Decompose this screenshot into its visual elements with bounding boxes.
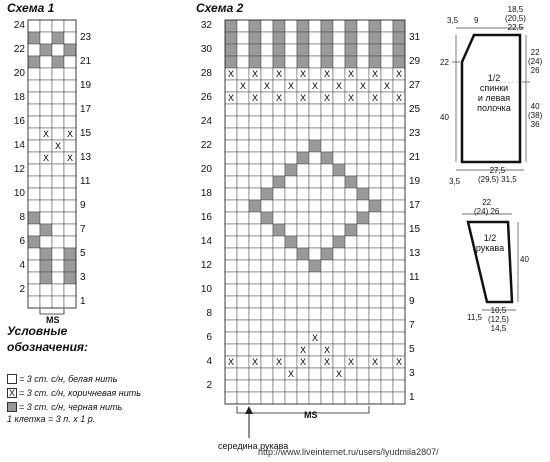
scheme2-right-row-number: 13 <box>409 248 421 259</box>
scheme2-cross-mark: X <box>371 69 379 79</box>
scheme2-left-row-number: 22 <box>200 140 212 151</box>
scheme1-left-row-number: 20 <box>13 68 25 79</box>
scheme2-left-row-number: 14 <box>200 236 212 247</box>
scheme2-cross-mark: X <box>359 81 367 91</box>
scheme2-cross-mark: X <box>395 69 403 79</box>
scheme2-cross-mark: X <box>311 81 319 91</box>
scheme1-right-row-number: 11 <box>80 176 91 187</box>
legend-text-white: = 3 ст. с/н, белая нить <box>19 374 118 384</box>
back-right-lower-dim: 40 (38) 36 <box>528 102 543 129</box>
scheme2-right-row-number: 7 <box>409 320 415 331</box>
scheme2-cross-mark: X <box>311 333 319 343</box>
sleeve-right-dim: 40 <box>520 255 529 264</box>
scheme2-cross-mark: X <box>299 69 307 79</box>
scheme2-cross-mark: X <box>323 345 331 355</box>
scheme2-right-row-number: 17 <box>409 200 421 211</box>
scheme2-cross-mark: X <box>251 357 259 367</box>
scheme2-left-row-number: 12 <box>200 260 212 271</box>
scheme2-left-row-number: 4 <box>206 356 212 367</box>
scheme1-right-row-number: 3 <box>80 272 86 283</box>
scheme1-right-row-number: 15 <box>80 128 92 139</box>
scheme1-left-row-number: 4 <box>19 260 25 271</box>
scheme2-cross-mark: X <box>395 357 403 367</box>
scheme2-cross-mark: X <box>299 357 307 367</box>
scheme2-right-row-number: 25 <box>409 104 421 115</box>
scheme1-right-row-number: 17 <box>80 104 92 115</box>
legend-footnote: 1 клетка = 3 п. x 1 р. <box>7 414 96 424</box>
cross-cell-icon: X <box>8 388 15 398</box>
scheme2-right-row-number: 21 <box>409 152 421 163</box>
scheme2-cross-mark: X <box>275 93 283 103</box>
scheme2-cross-mark: X <box>287 81 295 91</box>
scheme2-right-row-number: 31 <box>409 32 421 43</box>
sleeve-bottom-dim: 10,5 (12,5) 14,5 <box>488 306 509 333</box>
legend-title-line1: Условные <box>7 324 68 338</box>
scheme2-cross-mark: X <box>347 357 355 367</box>
scheme1-left-row-number: 14 <box>13 140 25 151</box>
scheme2-cross-mark: X <box>251 69 259 79</box>
scheme2-left-row-number: 2 <box>206 380 212 391</box>
scheme2-left-row-number: 8 <box>206 308 212 319</box>
scheme2-right-row-number: 27 <box>409 80 421 91</box>
scheme1-left-row-number: 16 <box>13 116 25 127</box>
scheme1-right-row-number: 13 <box>80 152 92 163</box>
scheme2-cross-mark: X <box>227 93 235 103</box>
scheme1-left-row-number: 2 <box>19 284 25 295</box>
back-bottom-left-dim: 3,5 <box>449 177 461 186</box>
scheme2-left-row-number: 28 <box>200 68 212 79</box>
scheme2-right-row-number: 29 <box>409 56 421 67</box>
scheme2-cross-mark: X <box>335 81 343 91</box>
legend-text-brown: = 3 ст. с/н, коричневая нить <box>19 388 141 398</box>
scheme1-left-row-number: 8 <box>19 212 25 223</box>
scheme2-left-row-number: 30 <box>200 44 212 55</box>
scheme2-cross-mark: X <box>347 69 355 79</box>
scheme1-left-row-number: 10 <box>13 188 25 199</box>
legend-title-line2: обозначения: <box>7 340 88 354</box>
scheme1-cross-mark: X <box>54 141 62 151</box>
scheme1-right-row-number: 21 <box>80 56 92 67</box>
scheme2-right-row-number: 5 <box>409 344 415 355</box>
back-left-lower-dim: 40 <box>440 113 449 122</box>
scheme2-cross-mark: X <box>227 69 235 79</box>
scheme1-left-row-number: 22 <box>13 44 25 55</box>
scheme2-cross-mark: X <box>383 81 391 91</box>
scheme2-right-row-number: 23 <box>409 128 421 139</box>
scheme1-ms-label: MS <box>46 315 60 325</box>
scheme1-cross-mark: X <box>66 153 74 163</box>
back-left-upper-dim: 22 <box>440 58 449 67</box>
scheme1-left-row-number: 12 <box>13 164 25 175</box>
scheme2-right-row-number: 19 <box>409 176 421 187</box>
scheme2-left-row-number: 6 <box>206 332 212 343</box>
scheme2-right-row-number: 3 <box>409 368 415 379</box>
scheme1-right-row-number: 1 <box>80 296 86 307</box>
back-top-mid-dim: 9 <box>474 16 479 25</box>
scheme2-left-row-number: 18 <box>200 188 212 199</box>
scheme2-left-row-number: 16 <box>200 212 212 223</box>
scheme2-cross-mark: X <box>263 81 271 91</box>
scheme1-right-row-number: 5 <box>80 248 86 259</box>
sleeve-piece-label: 1/2 рукава <box>475 233 505 253</box>
scheme2-left-row-number: 26 <box>200 92 212 103</box>
scheme2-cross-mark: X <box>287 369 295 379</box>
scheme2-cross-mark: X <box>227 357 235 367</box>
back-top-right-dim: 18,5 (20,5) 22,5 <box>505 5 526 32</box>
scheme1-left-row-number: 6 <box>19 236 25 247</box>
back-bottom-dim: 27,5 (29,5) 31,5 <box>478 166 517 184</box>
scheme2-left-row-number: 24 <box>200 116 212 127</box>
source-url: http://www.liveinternet.ru/users/lyudmila2807/ <box>258 447 439 457</box>
scheme2-left-row-number: 20 <box>200 164 212 175</box>
back-top-left-dim: 3,5 <box>447 16 459 25</box>
scheme2-cross-mark: X <box>323 69 331 79</box>
scheme2-cross-mark: X <box>371 357 379 367</box>
scheme2-cross-mark: X <box>323 357 331 367</box>
scheme1-left-row-number: 24 <box>13 20 25 31</box>
scheme2-cross-mark: X <box>335 369 343 379</box>
scheme2-right-row-number: 11 <box>409 272 420 283</box>
sleeve-bottom-left-dim: 11,5 <box>467 313 482 322</box>
legend-text-black: = 3 ст. с/н, черная нить <box>19 402 123 412</box>
scheme1-cross-mark: X <box>66 129 74 139</box>
scheme2-cross-mark: X <box>251 93 259 103</box>
scheme2-cross-mark: X <box>299 93 307 103</box>
scheme1-cross-mark: X <box>42 129 50 139</box>
scheme2-cross-mark: X <box>275 69 283 79</box>
scheme2-cross-mark: X <box>239 81 247 91</box>
scheme2-caption: середина рукава <box>218 441 289 451</box>
scheme2-left-row-number: 10 <box>200 284 212 295</box>
scheme2-left-row-number: 32 <box>200 20 212 31</box>
scheme1-right-row-number: 19 <box>80 80 92 91</box>
scheme1-title: Схема 1 <box>7 1 55 15</box>
scheme2-title: Схема 2 <box>196 1 244 15</box>
scheme1-cross-mark: X <box>42 153 50 163</box>
scheme2-cross-mark: X <box>275 357 283 367</box>
scheme1-left-row-number: 18 <box>13 92 25 103</box>
scheme1-right-row-number: 7 <box>80 224 86 235</box>
sleeve-top-dim: 22 (24) 26 <box>474 198 500 216</box>
scheme2-ms-label: MS <box>304 410 318 420</box>
scheme2-cross-mark: X <box>323 93 331 103</box>
scheme1-right-row-number: 23 <box>80 32 92 43</box>
scheme2-right-row-number: 15 <box>409 224 421 235</box>
scheme2-cross-mark: X <box>347 93 355 103</box>
back-piece-label: 1/2 спинки и левая полочка <box>477 73 511 113</box>
scheme2-cross-mark: X <box>299 345 307 355</box>
back-right-upper-dim: 22 (24) 26 <box>528 48 543 75</box>
scheme2-right-row-number: 9 <box>409 296 415 307</box>
scheme2-right-row-number: 1 <box>409 392 415 403</box>
scheme2-cross-mark: X <box>395 93 403 103</box>
scheme1-right-row-number: 9 <box>80 200 86 211</box>
scheme2-cross-mark: X <box>371 93 379 103</box>
